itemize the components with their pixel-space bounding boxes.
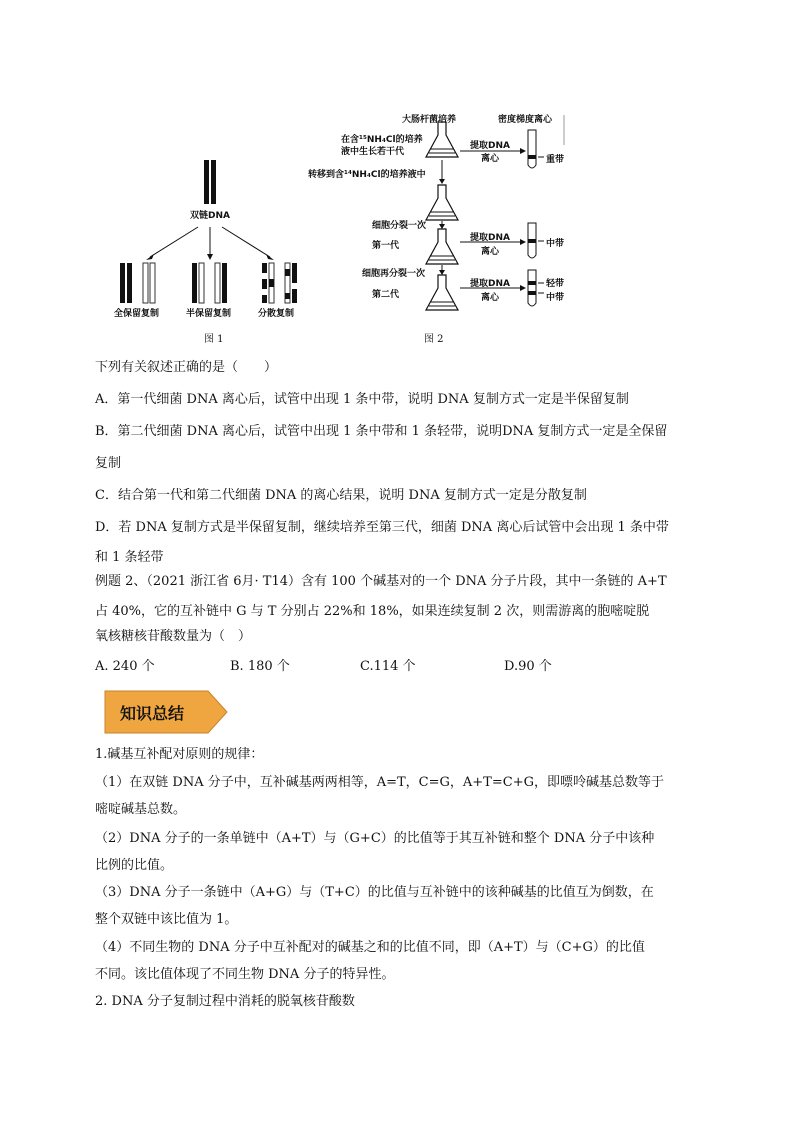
option-d-cont: 和 1 条轻带 [95, 550, 164, 565]
rule-3-line-2: 整个双链中该比值为 1。 [95, 912, 238, 927]
rule-4-line-2: 不同。该比值体现了不同生物 DNA 分子的特异性。 [95, 967, 395, 982]
option-b-cont: 复制 [95, 456, 122, 471]
middle-band-label-1: 中带 [546, 239, 565, 249]
n15-medium-line1: 在含¹⁵NH₄Cl的培养 [341, 135, 423, 145]
example-2-option-d: D.90 个 [504, 659, 552, 674]
culture-header: 大肠杆菌培养 [402, 115, 457, 125]
example-2-line-3: 氧核糖核苷酸数量为（ ） [95, 629, 252, 644]
conservative-label: 全保留复制 [114, 309, 160, 319]
extract-label-3: 提取DNA [470, 279, 510, 289]
semiconservative-label: 半保留复制 [186, 309, 232, 319]
n15-medium-line2: 液中生长若干代 [341, 147, 405, 157]
summary-heading-2: 2. DNA 分子复制过程中消耗的脱氧核苷酸数 [95, 994, 355, 1009]
example-2-line-1: 例题 2、（2021 浙江省 6月· T14）含有 100 个碱基对的一个 DNA 分子片段，其中一条链的 A+T [95, 574, 667, 589]
option-b: B．第二代细菌 DNA 离心后，试管中出现 1 条中带和 1 条轻带，说明DNA 复制方式一定是全保留 [95, 424, 668, 439]
centrifuge-label-3: 离心 [481, 293, 500, 303]
centrifuge-header: 密度梯度离心 [498, 115, 553, 125]
rule-2-line-1: （2）DNA 分子的一条单链中（A+T）与（G+C）的比值等于其互补链和整个 DNA 分子中该种 [95, 831, 655, 846]
replication-models-diagram [110, 155, 310, 325]
generation-2-label: 第二代 [372, 290, 400, 300]
option-d: D．若 DNA 复制方式是半保留复制，继续培养至第三代，细菌 DNA 离心后试管中会出现 1 条中带 [95, 520, 669, 535]
rule-3-line-1: （3）DNA 分子一条链中（A+G）与（T+C）的比值与互补链中的该种碱基的比值互为倒数，在 [95, 885, 654, 900]
transfer-label: 转移到含¹⁴NH₄Cl的培养液中 [308, 170, 426, 180]
rule-2-line-2: 比例的比值。 [95, 858, 174, 873]
rule-1-line-2: 嘧啶碱基总数。 [95, 802, 187, 817]
rule-4-line-1: （4）不同生物的 DNA 分子中互补配对的碱基之和的比值不同，即（A+T）与（C+G）的比值 [95, 940, 645, 955]
centrifuge-label-2: 离心 [481, 247, 500, 257]
dispersive-label: 分散复制 [258, 309, 295, 319]
figure-2-caption: 图 2 [424, 334, 444, 345]
extract-label-1: 提取DNA [470, 141, 510, 151]
divide-again-label: 细胞再分裂一次 [362, 269, 426, 279]
option-a: A．第一代细菌 DNA 离心后，试管中出现 1 条中带，说明 DNA 复制方式一定是半保留复制 [95, 392, 629, 407]
banner-label: 知识总结 [120, 704, 185, 723]
generation-1-label: 第一代 [372, 241, 400, 251]
light-band-label: 轻带 [546, 279, 565, 289]
divide-once-label: 细胞分裂一次 [372, 221, 427, 231]
rule-1-line-1: （1）在双链 DNA 分子中，互补碱基两两相等，A=T，C=G，A+T=C+G，即嘌呤碱基总数等于 [95, 775, 664, 790]
example-2-option-a: A. 240 个 [95, 659, 155, 674]
parent-dna-label: 双链DNA [190, 211, 230, 221]
figure-1-caption: 图 1 [204, 334, 224, 345]
example-2-option-b: B. 180 个 [230, 659, 290, 674]
example-2-line-2: 占 40%，它的互补链中 G 与 T 分别占 22%和 18%，如果连续复制 2 次，则需游离的胞嘧啶脱 [95, 604, 650, 619]
centrifuge-label-1: 离心 [481, 154, 500, 164]
summary-heading-1: 1.碱基互补配对原则的规律： [95, 747, 264, 762]
question-stem: 下列有关叙述正确的是（ ） [95, 360, 278, 375]
heavy-band-label: 重带 [546, 155, 565, 165]
knowledge-summary-banner [104, 690, 228, 734]
middle-band-label-2: 中带 [546, 293, 565, 303]
option-c: C．结合第一代和第二代细菌 DNA 的离心结果，说明 DNA 复制方式一定是分散复制 [95, 488, 587, 503]
extract-label-2: 提取DNA [470, 233, 510, 243]
example-2-option-c: C.114 个 [360, 659, 416, 674]
